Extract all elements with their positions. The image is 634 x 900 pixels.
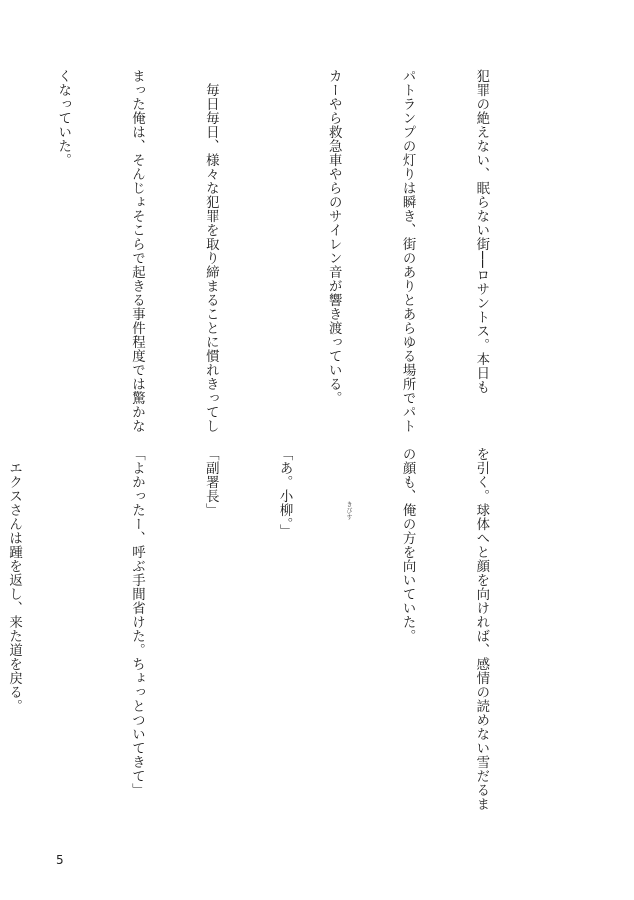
dialogue-line: 「あ。小柳。」 xyxy=(277,447,293,539)
text-line xyxy=(0,69,1,429)
dialogue-line: 「副署長」 xyxy=(203,447,219,517)
text-line: パトランプの灯りは瞬き、街のありとあらゆる場所でパト xyxy=(400,69,416,433)
text-line: エクスさんは踵を返し、来た道を戻る。 xyxy=(6,447,22,713)
text-line: カーやら救急車やらのサイレン音が響き渡っている。 xyxy=(326,69,342,405)
text-line: まった俺は、そんじょそこらで起きる事件程度では驚かな xyxy=(129,69,145,433)
text-line: の顔も、俺の方を向いていた。 xyxy=(400,447,416,643)
page-number: 5 xyxy=(56,853,64,867)
text-line: くなっていた。 xyxy=(55,69,71,167)
lower-text-column xyxy=(6,447,542,827)
ruby-annotation: きびす xyxy=(345,501,352,521)
text-line: 犯罪の絶えない、眠らない街──ロサントス。本日も xyxy=(473,69,489,395)
text-line: を引く。球体へと顔を向ければ、感情の読めない雪だるま xyxy=(473,447,489,811)
dialogue-line: 「よかったー、呼ぶ手間省けた。ちょっとついてきて」 xyxy=(129,447,145,797)
text-line: 毎日毎日、様々な犯罪を取り締まることに慣れきってし xyxy=(203,69,219,433)
upper-text-column xyxy=(55,69,542,433)
